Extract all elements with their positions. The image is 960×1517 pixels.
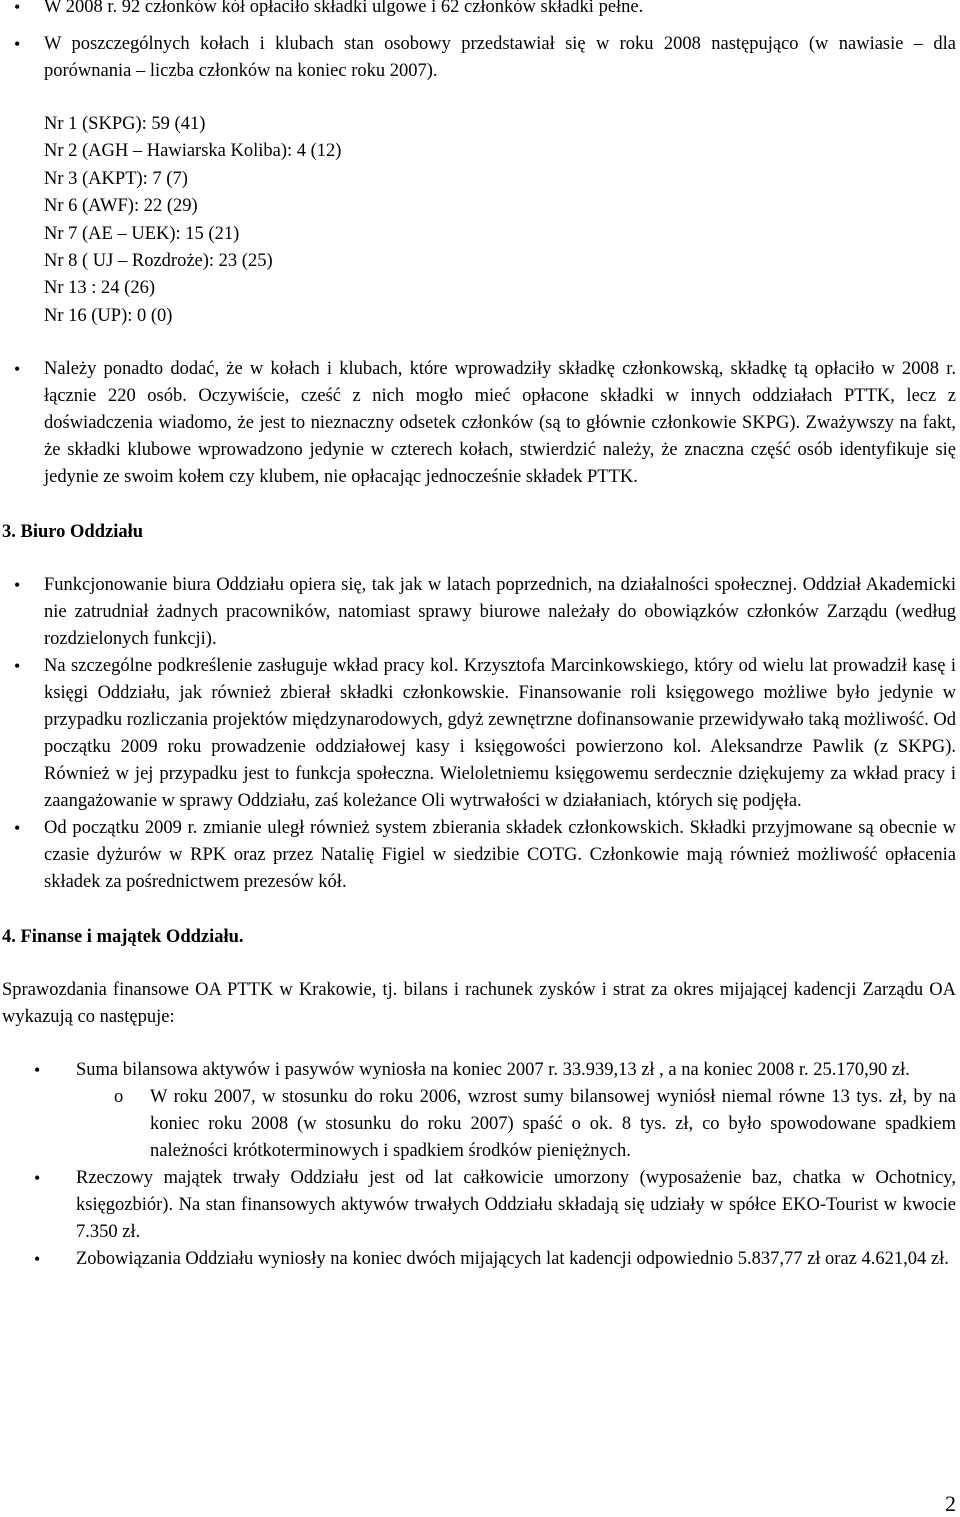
section-4-bullet-balance: • Suma bilansowa aktywów i pasywów wyniosła na koniec 2007 r. 33.939,13 zł , a na koniec 2008 r. 25.170,90 zł. [0, 1057, 960, 1084]
page-number: 2 [945, 1491, 956, 1516]
circle-entry: Nr 13 : 24 (26) [44, 278, 155, 299]
circle-entry: Nr 2 (AGH – Hawiarska Koliba): 4 (12) [44, 141, 342, 162]
section-3-bullet: • Na szczególne podkreślenie zasługuje wkład pracy kol. Krzysztofa Marcinkowskiego, który od wielu lat prowadził kasę i księgi Oddziału, jak również zbierał składki członkowskie. Finansowanie roli księgowego możliwe było jedynie w przypadku rozliczania projektów międzynarodowych, gdyż zewnętrzne dofinansowanie przewidywało taką możliwość. Od początku 2009 roku prowadzenie oddziałowej kasy i księgowości powierzono kol. Aleksandrze Pawlik (z SKPG). Również w jej przypadku jest to funkcja społeczna. Wieloletniemu księgowemu serdecznie dziękujemy za wkład pracy i zaangażowanie w sprawy Oddziału, zaś koleżance Oli wytrwałości w działaniach, których się podjęła. [0, 653, 960, 815]
section-4-heading: 4. Finanse i majątek Oddziału. [2, 927, 244, 948]
section-4-bullet-assets: • Rzeczowy majątek trwały Oddziału jest od lat całkowicie umorzony (wyposażenie baz, chatka w Ochotnicy, księgozbiór). Na stan finansowych aktywów trwałych Oddziału składają się udziały w spółce EKO-Tourist w kwocie 7.350 zł. [0, 1165, 960, 1246]
section-3-bullet: • Od początku 2009 r. zmianie uległ również system zbierania składek członkowskich. Składki przyjmowane są obecnie w czasie dyżurów w RPK oraz przez Natalię Figiel w siedzibie COTG. Członkowie mają również możliwość opłacenia składek za pośrednictwem prezesów kół. [0, 815, 960, 896]
section-3-heading: 3. Biuro Oddziału [2, 522, 144, 543]
circle-entry: Nr 6 (AWF): 22 (29) [44, 196, 198, 217]
section-3-bullet: • Funkcjonowanie biura Oddziału opiera się, tak jak w latach poprzednich, na działalności społecznej. Oddział Akademicki nie zatrudniał żadnych pracowników, natomiast sprawy biurowe należały do obowiązków członków Zarządu (według rozdzielonych funkcji). [0, 572, 960, 653]
bullet-fees-note: • Należy ponadto dodać, że w kołach i klubach, które wprowadziły składkę członkowską, składkę tą opłaciło w 2008 r. łącznie 220 osób. Oczywiście, cześć z nich mogło mieć opłacone składki w innych oddziałach PTTK, lecz z doświadczenia wiadomo, że jest to nieznaczny odsetek członków (są to głównie członkowie SKPG). Zważywszy na fakt, że składki klubowe wprowadzono jedynie w czterech kołach, stwierdzić należy, że znaczna część osób identyfikuje się jedynie ze swoim kołem czy klubem, nie opłacając jednocześnie składek PTTK. [0, 356, 960, 491]
circle-entry: Nr 1 (SKPG): 59 (41) [44, 114, 206, 134]
circle-entry: Nr 7 (AE – UEK): 15 (21) [44, 223, 240, 244]
bullet-circles-intro: • W poszczególnych kołach i klubach stan osobowy przedstawiał się w roku 2008 następująco (w nawiasie – dla porównania – liczba członków na koniec roku 2007). [0, 31, 960, 85]
circle-entry: Nr 8 ( UJ – Rozdroże): 23 (25) [44, 251, 273, 272]
section-4-sub-balance: o W roku 2007, w stosunku do roku 2006, wzrost sumy bilansowej wyniósł niemal równe 13 tys. zł, by na koniec roku 2008 (w stosunku do roku 2007) spaść o ok. 8 tys. zł, co było spowodowane spadkiem należności krótkoterminowych i spadkiem środków pieniężnych. [0, 1084, 960, 1165]
circle-entry: Nr 3 (AKPT): 7 (7) [44, 168, 188, 189]
section-4-bullet-liabilities: • Zobowiązania Oddziału wyniosły na koniec dwóch mijających lat kadencji odpowiednio 5.837,77 zł oraz 4.621,04 zł. [0, 1246, 960, 1273]
section-4-intro: Sprawozdania finansowe OA PTTK w Krakowie, tj. bilans i rachunek zysków i strat za okres mijającej kadencji Zarządu OA wykazują co następuje: [2, 980, 956, 1028]
circles-list [0, 111, 960, 330]
circle-entry: Nr 16 (UP): 0 (0) [44, 305, 173, 326]
bullet-2008-members: • W 2008 r. 92 członków kół opłaciło składki ulgowe i 62 członków składki pełne. [0, 0, 960, 21]
